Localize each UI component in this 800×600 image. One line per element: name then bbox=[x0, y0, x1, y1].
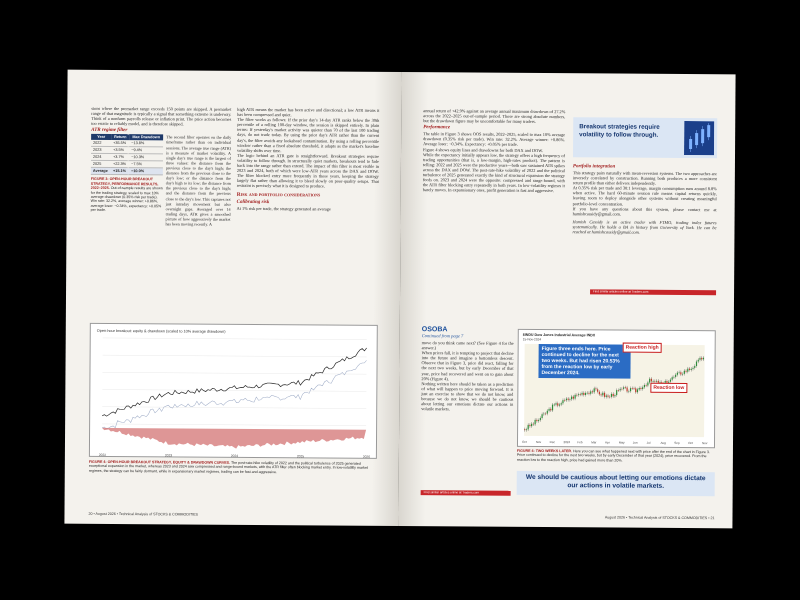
equity-drawdown-plot bbox=[90, 324, 379, 460]
section-heading: Risk and portfolio considerations bbox=[236, 191, 321, 198]
right-column-2 bbox=[572, 162, 717, 235]
osoba-column bbox=[421, 326, 514, 412]
chart-title: $INDU Dow Jones Industrial Average INDX bbox=[522, 332, 596, 338]
candle-body bbox=[559, 404, 560, 405]
table-cell: Average bbox=[91, 168, 111, 175]
paragraph: At 1% risk per trade, the strategy generated an average bbox=[236, 205, 331, 212]
candle-body bbox=[701, 358, 702, 360]
table-cell: −9.4% bbox=[129, 147, 163, 154]
candle-body bbox=[628, 391, 629, 392]
candle-body bbox=[682, 374, 683, 375]
grid-line bbox=[102, 424, 366, 426]
candle-body bbox=[597, 389, 598, 391]
candle-body bbox=[568, 399, 569, 400]
candle-body bbox=[620, 389, 621, 391]
candle-body bbox=[613, 394, 614, 396]
right-page bbox=[398, 72, 735, 528]
candle-body bbox=[545, 414, 546, 415]
pull-quote-banner: Breakout strategies require volatility to follow through. bbox=[573, 117, 717, 158]
dow-chart bbox=[517, 329, 716, 448]
x-tick-label: Nov bbox=[701, 441, 708, 446]
candle-body bbox=[614, 395, 615, 396]
candle-body bbox=[680, 372, 681, 374]
candle-body bbox=[685, 371, 686, 372]
figure-3-caption: FIGURE 3: OPEN-HOUR BREAKOUT STRATEGY, PERFORMANCE RESULTS, 2022–2025. Out-of-sample results are shown for the trading strategy, scaled to max 10% average drawdown (0.35% risk per trade). Win rate: 32.2%, average winner: +0.86%, average loser: −0.34%, expectancy: +0.05% per trade. bbox=[90, 177, 163, 213]
section-heading: Portfolio integration bbox=[572, 164, 616, 170]
candlestick-icon bbox=[684, 121, 714, 155]
left-column-2 bbox=[237, 107, 380, 212]
chart-title: Open-hour breakout: equity & drawdown (scaled to 10% average drawdown) bbox=[96, 328, 226, 334]
x-tick-label: 2022 bbox=[98, 452, 107, 457]
candle-body bbox=[538, 420, 539, 421]
x-tick-label: Jul bbox=[646, 440, 651, 445]
candle-body bbox=[639, 388, 640, 389]
candle-body bbox=[529, 425, 530, 426]
table-cell: 2025 bbox=[91, 161, 111, 168]
candle-body bbox=[555, 403, 556, 404]
magazine-spread bbox=[64, 70, 735, 529]
candle-body bbox=[600, 394, 601, 395]
figure-4-caption: FIGURE 4: OPEN-HOUR BREAKOUT STRATEGY, EQUITY & DRAWDOWN CURVES. The post-rate-hike volatility of 2022 and the political turbulence of 2025 generated exceptional expansion in the market, whereas 2023 and 2024 saw compressed and range-bound markets, with the ATR filter often blocking market entry. In low-volatility market regimes, the strategy can be fairly dormant, while in expansionary market regimes, trading can be fast and aggressive. bbox=[88, 459, 368, 474]
reaction-low-label: Reaction low bbox=[650, 383, 687, 393]
candle-body bbox=[581, 393, 582, 395]
x-tick-label: 2025 bbox=[296, 454, 305, 459]
candle-body bbox=[642, 387, 643, 389]
x-tick-label: Oct bbox=[521, 439, 527, 444]
candle-body bbox=[621, 389, 622, 390]
candle-body bbox=[699, 358, 700, 360]
candle-body bbox=[590, 391, 591, 393]
x-tick-label: Mar bbox=[591, 440, 597, 445]
x-tick-label: Apr bbox=[605, 440, 610, 445]
chart-subtitle: 15-Nov-2024 bbox=[522, 337, 542, 342]
table-cell: 2024 bbox=[91, 154, 111, 161]
paragraph: The second filter operates on the daily timeframe rather than on individual sessions. The average true range (ATR) is a measure of market volatility. A single day's true range is the largest of three values: the distance from the previous close to the day's high; the distance from the previous close to the day's low; or the distance from the day's high to its low; the distance from the previous close to the day's high; and the distance from the previous close to the day's low. This captures not just intraday movement but also overnight gaps. Averaged over 14 trading days, ATR gives a smoothed picture of how aggressively the market has been moving recently. A bbox=[165, 134, 232, 227]
candle-body bbox=[562, 400, 563, 403]
online-articles-link[interactable]: Find similar articles online at Traders.com bbox=[421, 490, 511, 496]
x-tick-label: 2026 bbox=[362, 454, 371, 459]
x-tick-label: Feb bbox=[577, 440, 583, 445]
candle-body bbox=[552, 405, 553, 411]
candle-body bbox=[687, 369, 688, 372]
candle-body bbox=[623, 387, 624, 388]
candle-body bbox=[698, 360, 699, 362]
candle-body bbox=[595, 388, 596, 389]
table-cell: 2022 bbox=[91, 140, 111, 147]
table-cell: +3.5% bbox=[111, 147, 129, 154]
osoba-heading: OSOBA bbox=[421, 326, 448, 334]
candle-body bbox=[557, 403, 558, 405]
candle-body bbox=[625, 387, 626, 388]
candle-body bbox=[677, 373, 678, 375]
table-cell: +3.7% bbox=[111, 154, 129, 161]
candle-body bbox=[543, 414, 544, 415]
candle-body bbox=[604, 393, 605, 397]
table-cell: −10.3% bbox=[129, 154, 163, 161]
candle-body bbox=[554, 405, 555, 406]
candle-body bbox=[633, 388, 634, 389]
candle-body bbox=[692, 368, 693, 369]
paragraph: This strategy pairs naturally with mean-reversion systems. The two approaches are inversely correlated by construction. Running both produces a more consistent return profile than either delivers independently. At 0.35% risk per trade and 30:1 leverage, margin consumption runs around 8.8% when active. The hard 60-minute session rule means capital returns quickly, leaving room to deploy alongside other systems without creating meaningful portfolio-level concentration. If you have any questions about this system, please contact me at hamishcassidy@gmail.com. bbox=[572, 170, 717, 217]
table-header: Return bbox=[111, 134, 129, 140]
paragraph: high ATR means the market has been active and directional; a low ATR means it has been compressed and quiet. The filter works as follows: If the prior day's 14-day ATR ranks below the 30th percentile of a rolling 100-day window, the session is skipped entirely. In plain terms: If yesterday's market activity was quieter than 70 of the last 100 trading days, do not trade today. By using the prior day's ATR rather than the current day's, the filter avoids any lookahead contamination. By using a rolling percentile window rather than a fixed absolute threshold, it adapts as the market's baseline volatility shifts over time. The logic behind an ATR gate is straightforward. Breakout strategies require volatility to follow through. In structurally quiet markets, breakouts tend to fade back into the range rather than extend. The impact of this filter is most visible in 2023 and 2024, both of which were low-ATR years across the DAX and DOW. The filter blocked entry more frequently in those years, keeping the strategy largely flat rather than allowing it to bleed slowly on poor-quality setups. That restraint is precisely what it is designed to produce. bbox=[236, 106, 380, 189]
candle-body bbox=[684, 371, 685, 374]
candle-body bbox=[609, 397, 610, 398]
candle-body bbox=[535, 420, 536, 425]
x-tick-label: Sep bbox=[674, 440, 680, 445]
table-header: Year bbox=[91, 134, 111, 140]
table-cell: 2023 bbox=[91, 147, 111, 154]
table-cell: −13.8% bbox=[129, 140, 163, 147]
x-tick-label: 2023 bbox=[164, 453, 173, 458]
candle-body bbox=[592, 391, 593, 392]
candle-body bbox=[672, 377, 673, 379]
grid-line bbox=[103, 355, 367, 357]
table-cell: +15.1% bbox=[111, 168, 129, 175]
table-cell: +35.5% bbox=[111, 140, 129, 147]
grid-line bbox=[102, 407, 366, 409]
chart-annotation: Figure three ends here. Price continued to decline for the next two weeks. But had risen 20.53% from the reaction low by early December 2024. bbox=[538, 344, 630, 379]
candle-body bbox=[632, 388, 633, 389]
page-footer: 20 • August 2026 • Technical Analysis of STOCKS & COMMODITIES bbox=[88, 511, 198, 517]
candle-body bbox=[550, 409, 551, 411]
candle-body bbox=[607, 395, 608, 396]
left-page bbox=[64, 70, 401, 526]
candle-body bbox=[588, 393, 589, 394]
author-bio: Hamish Cassidy is an active trader with FTMO, trading index futures systematically. He holds a BA in history from University of York. He can be reached at hamishcassidy@gmail.com. bbox=[572, 219, 717, 235]
candle-body bbox=[580, 394, 581, 395]
online-articles-link[interactable]: Find similar articles online at Traders.com bbox=[590, 289, 716, 295]
candle-body bbox=[611, 394, 612, 397]
candle-body bbox=[606, 395, 607, 396]
candle-body bbox=[602, 393, 603, 395]
equity-chart bbox=[89, 323, 378, 459]
equity-line-secondary bbox=[102, 359, 366, 431]
candle-body bbox=[533, 424, 534, 425]
candle-body bbox=[630, 388, 631, 391]
candle-body bbox=[587, 393, 588, 394]
x-tick-label: Oct bbox=[688, 441, 693, 446]
candle-body bbox=[689, 369, 690, 370]
candle-body bbox=[626, 388, 627, 392]
candle-body bbox=[691, 369, 692, 370]
drawdown-area bbox=[102, 428, 366, 450]
candle-body bbox=[651, 379, 652, 382]
x-tick-label: 2024 bbox=[563, 440, 571, 445]
candle-body bbox=[599, 392, 600, 395]
candle-body bbox=[528, 425, 529, 430]
left-column-1 bbox=[91, 106, 232, 227]
right-column-1 bbox=[423, 108, 566, 193]
candle-body bbox=[654, 381, 655, 382]
candle-body bbox=[703, 358, 704, 360]
candle-body bbox=[578, 394, 579, 395]
candle-body bbox=[673, 377, 674, 378]
grid-line bbox=[102, 390, 366, 392]
table-cell: −7.5% bbox=[129, 161, 163, 168]
candle-body bbox=[564, 400, 565, 401]
section-heading: ATR regime filter bbox=[91, 128, 128, 134]
x-tick-label: Jun bbox=[632, 440, 638, 445]
candle-body bbox=[637, 389, 638, 392]
candle-body bbox=[653, 381, 654, 382]
candle-body bbox=[694, 366, 695, 368]
candle-body bbox=[656, 381, 657, 382]
candle-body bbox=[616, 390, 617, 395]
candle-body bbox=[573, 397, 574, 399]
grid-line bbox=[103, 338, 367, 340]
table-header: Max Drawdown bbox=[129, 134, 163, 140]
candle-body bbox=[594, 388, 595, 392]
candle-body bbox=[531, 424, 532, 427]
candle-body bbox=[548, 409, 549, 411]
table-row bbox=[91, 168, 163, 176]
candle-body bbox=[647, 382, 648, 385]
candle-body bbox=[585, 393, 586, 395]
paragraph: move do you think came next? (See Figure 4 for the answer.) When prices fall, it is tempting to project that decline into the future and imagine a bottomless descent. Observe that in Figure 3, price did react, falling for the next two weeks, but by early December of that year, price had recovered and went on to gain about 20% (Figure 4). Nothing written here should be taken as a prediction of what will happen to price moving forward. It is just an exercise to show that we do not know, and because we do not know, we should be cautious about letting our emotions dictate our actions in volatile markets. bbox=[421, 340, 514, 412]
candle-body bbox=[536, 420, 537, 421]
closing-pull-quote: We should be cautious about letting our emotions dictate our actions in volatile markets. bbox=[517, 471, 715, 496]
grid-line bbox=[102, 372, 366, 374]
candle-body bbox=[541, 414, 542, 418]
candle-body bbox=[540, 418, 541, 420]
candle-body bbox=[644, 385, 645, 387]
candle-body bbox=[547, 411, 548, 414]
candle-body bbox=[679, 372, 680, 373]
candle-body bbox=[583, 393, 584, 395]
x-tick-label: May bbox=[618, 440, 625, 445]
page-footer: August 2026 • Technical Analysis of STOCKS & COMMODITIES • 21 bbox=[604, 515, 715, 521]
results-table bbox=[91, 134, 163, 176]
paragraph: The table in Figure 3 shows OOS results, 2022–2025, scaled to max 10% average drawdown (0.35% risk per trade). Win rate: 32.2%. Average winner: +0.86%. Average loser: −0.34%. Expectancy: +0.05% per trade. Figure 4 shows equity lines and drawdowns for both DAX and DOW. While the expectancy initially appears low, the strategy offers a high frequency of trading opportunities (that is, a low-margin, high-rates product). The pattern is telling: 2022 and 2025 were the productive years—both saw sustained ATR spikes across the DAX and DOW. The post-rate-hike volatility of 2022 and the political turbulence of 2025 generated exactly the kind of structural expansion the strategy feeds on. 2023 and 2024 were the opposite: compressed and range-bound, with the ATR filter blocking entry repeatedly in both years. In low-volatility regimes it barely moves. In expansionary ones, profit generation is fast and aggressive. bbox=[422, 131, 566, 194]
candle-body bbox=[576, 395, 577, 396]
paragraph: annual return of +42.9% against an average annual maximum drawdown of 27.2% across the 2022–2025 out-of-sample period. Those are strong absolute numbers, but the drawdown figure may be uncomfortable for many traders. bbox=[423, 108, 566, 125]
table-cell: −10.0% bbox=[129, 168, 163, 175]
candle-body bbox=[561, 403, 562, 404]
section-heading: Performance bbox=[423, 125, 451, 131]
x-tick-label: Nov bbox=[535, 439, 542, 444]
candle-body bbox=[569, 399, 570, 400]
table-cell: +22.3% bbox=[111, 161, 129, 168]
continued-note: Continued from page 7 bbox=[421, 333, 464, 339]
reaction-high-label: Reaction high bbox=[623, 343, 662, 353]
candle-body bbox=[635, 388, 636, 392]
candle-body bbox=[675, 375, 676, 377]
candle-body bbox=[646, 385, 647, 386]
candle-body bbox=[696, 362, 697, 366]
x-tick-label: Dec bbox=[549, 440, 556, 445]
x-tick-label: Aug bbox=[660, 440, 666, 445]
figure-4-caption: FIGURE 4: TWO WEEKS LATER. Here you can see what happened next with price after the end of the chart in Figure 3. Price continued to decline for the next two weeks, but by early December of that year (2024), price recovered. From the reaction low to the reaction high, price had gained more than 20%. bbox=[516, 448, 710, 463]
candle-body bbox=[526, 429, 527, 430]
candle-body bbox=[618, 390, 619, 391]
candle-body bbox=[571, 397, 572, 400]
candle-body bbox=[566, 399, 567, 401]
x-tick-label: 2024 bbox=[230, 453, 239, 458]
paragraph: sions where the premarket range exceeds 150 points are skipped. A premarket range of that magnitude is typically a signal that something extreme is underway. Think of a nonfarm payrolls release or inflation print. The price action becomes too erratic to reliably model, and is therefore skipped. bbox=[91, 105, 232, 127]
candle-body bbox=[670, 380, 671, 382]
candle-body bbox=[640, 388, 641, 389]
subheading: Calibrating risk bbox=[236, 199, 270, 205]
candle-body bbox=[524, 429, 525, 430]
candle-body bbox=[575, 395, 576, 399]
